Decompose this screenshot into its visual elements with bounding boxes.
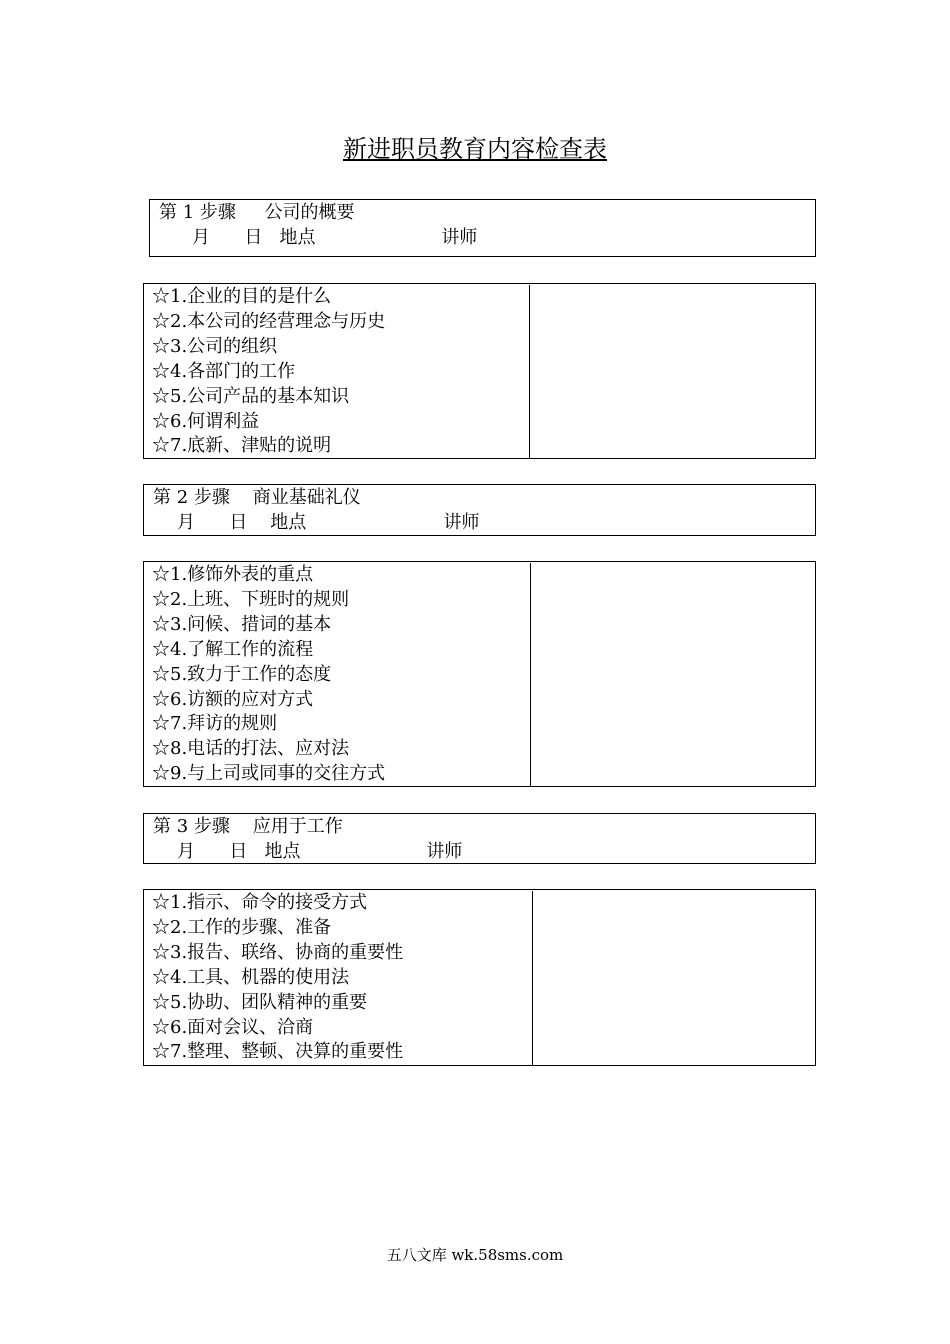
checklist-item: ☆1.修饰外表的重点 [152,564,314,585]
checklist-item: ☆3.问候、措词的基本 [152,613,332,635]
checklist-item: ☆3.报告、联络、协商的重要性 [152,941,404,963]
step-2-check-cell [531,563,815,786]
checklist-item: ☆5.协助、团队精神的重要 [152,991,368,1013]
checklist-item: ☆6.访额的应对方式 [152,688,314,710]
checklist-item: ☆7.底新、津贴的说明 [152,435,332,457]
checklist-item: ☆1.企业的目的是什么 [152,286,332,307]
checklist-item: ☆6.何谓利益 [152,410,260,432]
step-1-check-cell [530,285,815,458]
step-2-checklist [143,561,816,787]
checklist-item: ☆4.各部门的工作 [152,360,296,382]
checklist-item: ☆3.公司的组织 [152,335,278,357]
checklist-item: ☆2.本公司的经营理念与历史 [152,310,386,332]
checklist-item: ☆1.指示、命令的接受方式 [152,892,368,913]
step-1-items [144,285,530,458]
step-2-heading: 第 2 步骤 商业基础礼仪 [153,487,361,508]
checklist-item: ☆2.工作的步骤、准备 [152,916,332,938]
step-3-header [143,813,816,864]
step-1-checklist [143,283,816,459]
step-2-header [143,484,816,536]
checklist-item: ☆6.面对会议、洽商 [152,1016,314,1038]
step-1-header [149,199,816,257]
checklist-item: ☆4.工具、机器的使用法 [152,966,350,988]
step-1-date-location-line: 月 日 地点 讲师 [192,227,478,248]
step-2-date-location-line: 月 日 地点 讲师 [177,512,480,533]
checklist-item: ☆9.与上司或同事的交往方式 [152,763,386,785]
checklist-item: ☆4.了解工作的流程 [152,638,314,660]
step-2-items [144,563,531,786]
step-3-check-cell [533,891,815,1065]
page-title: 新进职员教育内容检查表 [343,135,607,163]
checklist-item: ☆7.整理、整顿、决算的重要性 [152,1041,404,1063]
checklist-item: ☆2.上班、下班时的规则 [152,588,350,610]
step-3-checklist [143,889,816,1066]
checklist-item: ☆5.公司产品的基本知识 [152,385,350,407]
footer-watermark: 五八文库 wk.58sms.com [386,1246,564,1264]
checklist-item: ☆5.致力于工作的态度 [152,663,332,685]
step-1-heading: 第 1 步骤 公司的概要 [159,202,355,223]
step-3-items [144,891,533,1065]
checklist-item: ☆8.电话的打法、应对法 [152,738,350,760]
step-3-date-location-line: 月 日 地点 讲师 [177,841,463,862]
checklist-item: ☆7.拜访的规则 [152,713,278,735]
step-3-heading: 第 3 步骤 应用于工作 [153,816,343,837]
